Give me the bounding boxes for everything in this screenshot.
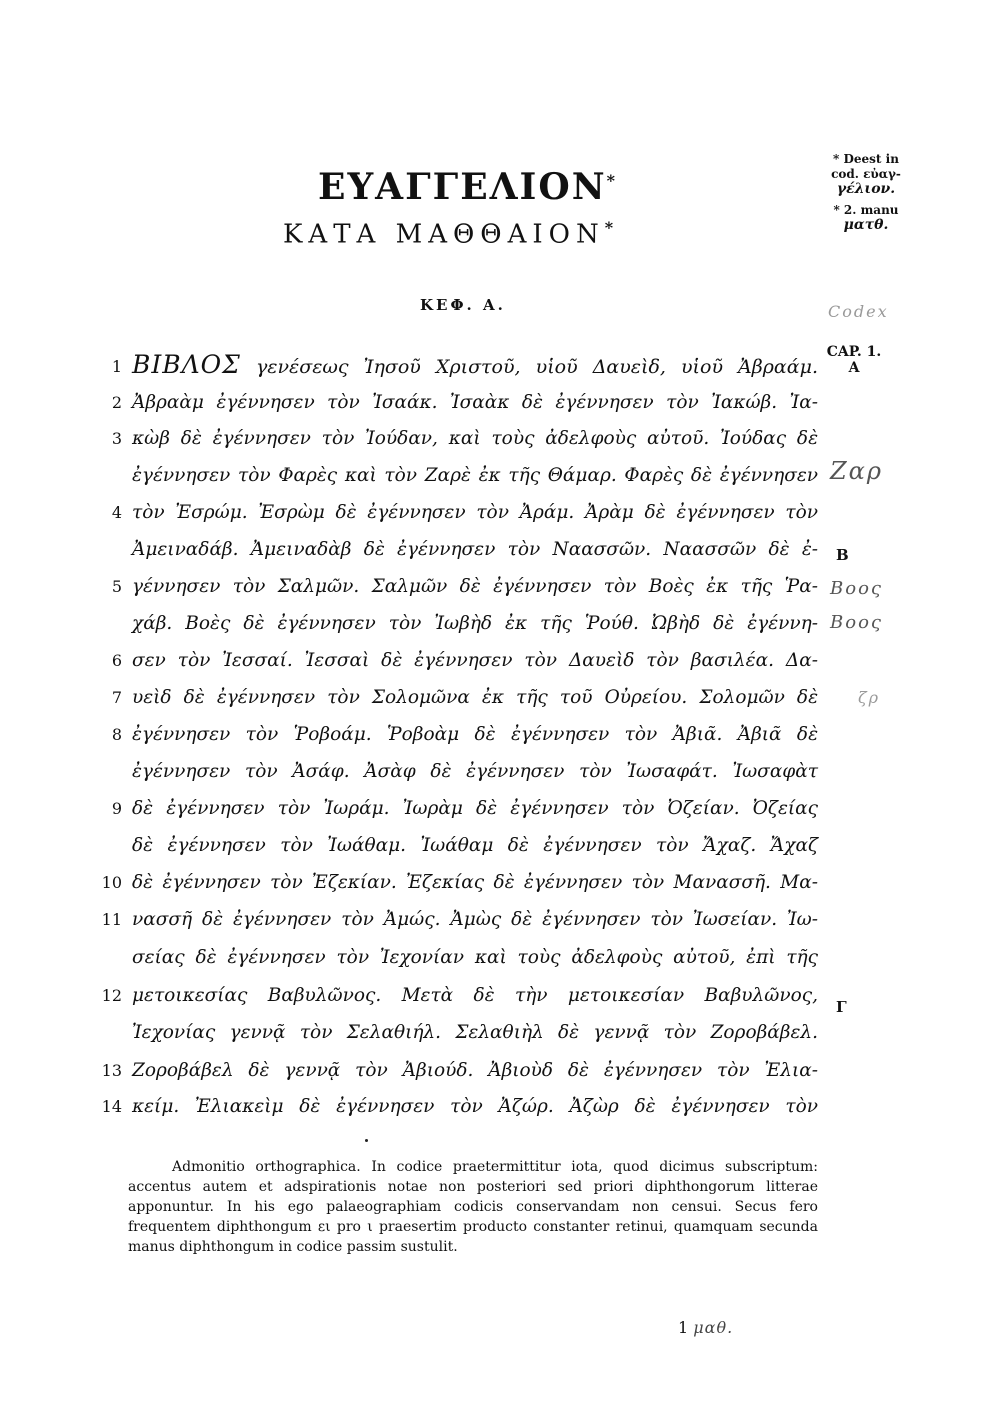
verse-number: 3: [111, 429, 122, 448]
verse-number: 12: [101, 986, 122, 1005]
verse-number: 13: [101, 1061, 122, 1080]
chapter-heading: ΚΕΦ. Α.: [420, 296, 506, 314]
ink-dot: [365, 1139, 368, 1142]
text-line: Ἀβραὰμ ἐγέννησεν τὸν Ἰσαάκ. Ἰσαὰκ δὲ ἐγέννησεν τὸν Ἰακώβ. Ἰα-: [132, 392, 818, 413]
capitulum-marker: [824, 344, 884, 376]
margin-note-line: ματθ.: [843, 217, 889, 233]
handwritten-annotation: ζρ: [858, 688, 881, 707]
section-g-marker: Γ: [836, 998, 847, 1016]
initial-word: ΒΙΒΛΟΣ: [132, 350, 241, 379]
verse-number: 14: [101, 1097, 122, 1116]
verse-number: 1: [111, 357, 122, 376]
verse-number: 8: [111, 725, 122, 744]
text-line: υεὶδ δὲ ἐγέννησεν τὸν Σολομῶνα ἐκ τῆς τοῦ Οὐρείου. Σολομῶν δὲ: [132, 687, 818, 708]
handwritten-annotation: Βοος: [830, 612, 883, 633]
text-line: δὲ ἐγέννησεν τὸν Ἰωράμ. Ἰωρὰμ δὲ ἐγέννησεν τὸν Ὀζείαν. Ὀζείας: [132, 798, 818, 819]
text-line: τὸν Ἐσρώμ. Ἐσρὼμ δὲ ἐγέννησεν τὸν Ἀράμ. Ἀρὰμ δὲ ἐγέννησεν τὸν: [132, 502, 818, 523]
handwritten-annotation: Βοος: [830, 578, 883, 599]
text-line: σείας δὲ ἐγέννησεν τὸν Ἰεχονίαν καὶ τοὺς ἀδελφοὺς αὐτοῦ, ἐπὶ τῆς: [132, 947, 818, 968]
text-line: κὼβ δὲ ἐγέννησεν τὸν Ἰούδαν, καὶ τοὺς ἀδελφοὺς αὐτοῦ. Ἰούδας δὲ: [132, 428, 818, 449]
gospel-title: ΕΥΑΓΓΕΛΙΟΝ*: [318, 166, 616, 208]
folio-number: 1 μαθ.: [678, 1318, 734, 1337]
text-line: ἐγέννησεν τὸν Ἀσάφ. Ἀσὰφ δὲ ἐγέννησεν τὸν Ἰωσαφάτ. Ἰωσαφὰτ: [132, 761, 818, 782]
handwritten-annotation: Ζαρ: [830, 457, 883, 485]
text-line: Ζοροβάβελ δὲ γεννᾷ τὸν Ἀβιούδ. Ἀβιοὺδ δὲ ἐγέννησεν τὸν Ἐλια-: [132, 1060, 818, 1081]
text-line: Ἀμειναδάβ. Ἀμειναδὰβ δὲ ἐγέννησεν τὸν Ναασσῶν. Ναασσῶν δὲ ἐ-: [132, 539, 818, 560]
text-line: μετοικεσίας Βαβυλῶνος. Μετὰ δὲ τὴν μετοικεσίαν Βαβυλῶνος,: [132, 985, 818, 1006]
verse-number: 9: [111, 799, 122, 818]
verse-number: 10: [101, 873, 122, 892]
text-line: σεν τὸν Ἰεσσαί. Ἰεσσαὶ δὲ ἐγέννησεν τὸν Δαυεὶδ τὸν βασιλέα. Δα-: [132, 650, 818, 671]
gospel-subtitle: ΚΑΤΑ ΜΑΘΘΑΙΟΝ*: [283, 218, 614, 250]
handwritten-annotation: Codex: [828, 302, 889, 321]
margin-note-line: * Deest in: [833, 152, 899, 166]
text-line: ἐγέννησεν τὸν Ῥοβοάμ. Ῥοβοὰμ δὲ ἐγέννησεν τὸν Ἀβιᾶ. Ἀβιᾶ δὲ: [132, 724, 818, 745]
verse-number: 11: [101, 910, 122, 929]
verse-number: 5: [111, 577, 122, 596]
text-line: δὲ ἐγέννησεν τὸν Ἐζεκίαν. Ἐζεκίας δὲ ἐγέννησεν τὸν Μανασσῆ. Μα-: [132, 872, 818, 893]
text-line: ΒΙΒΛΟΣ γενέσεως Ἰησοῦ Χριστοῦ, υἱοῦ Δαυεὶδ, υἱοῦ Ἀβραάμ.: [132, 350, 818, 379]
capitulum-line: A: [848, 360, 860, 376]
text-line: χάβ. Βοὲς δὲ ἐγέννησεν τὸν Ἰωβὴδ ἐκ τῆς Ῥούθ. Ὠβὴδ δὲ ἐγέννη-: [132, 613, 818, 634]
margin-note-line: γέλιον.: [836, 181, 896, 197]
text-line: κείμ. Ἐλιακεὶμ δὲ ἐγέννησεν τὸν Ἀζώρ. Ἀζὼρ δὲ ἐγέννησεν τὸν: [132, 1096, 818, 1117]
orthographic-note: Admonitio orthographica. In codice praetermittitur iota, quod dicimus subscriptum: accentus autem et adspirationis notae non posteriori sed priori diphthongorum litterae apponuntur. In his ego palaeographiam codicis conservandam non censui. Secus fero frequentem diphthongum ει pro ι praesertim producto constanter retinui, quamquam secunda manus diphthongum in codice passim sustulit.: [128, 1159, 818, 1255]
text-line: νασσῆ δὲ ἐγέννησεν τὸν Ἀμώς. Ἀμὼς δὲ ἐγέννησεν τὸν Ἰωσείαν. Ἰω-: [132, 909, 818, 930]
folio-scribble: μαθ.: [693, 1318, 734, 1337]
verse-number: 4: [111, 503, 122, 522]
capitulum-line: CAP. 1.: [826, 344, 882, 360]
margin-notes: [816, 152, 916, 233]
text-line: Ἰεχονίας γεννᾷ τὸν Σελαθιήλ. Σελαθιὴλ δὲ γεννᾷ τὸν Ζοροβάβελ.: [132, 1022, 818, 1043]
verse-number: 6: [111, 651, 122, 670]
text-line: ἐγέννησεν τὸν Φαρὲς καὶ τὸν Ζαρὲ ἐκ τῆς Θάμαρ. Φαρὲς δὲ ἐγέννησεν: [132, 465, 818, 486]
text-line: γέννησεν τὸν Σαλμῶν. Σαλμῶν δὲ ἐγέννησεν τὸν Βοὲς ἐκ τῆς Ῥα-: [132, 576, 818, 597]
verse-number: 7: [111, 688, 122, 707]
margin-note-line: * 2. manu: [833, 203, 899, 217]
verse-number: 2: [111, 393, 122, 412]
margin-note-line: cod. εὐαγ-: [831, 167, 901, 181]
section-b-marker: B: [836, 546, 849, 564]
text-line: δὲ ἐγέννησεν τὸν Ἰωάθαμ. Ἰωάθαμ δὲ ἐγέννησεν τὸν Ἄχαζ. Ἄχαζ: [132, 835, 818, 856]
